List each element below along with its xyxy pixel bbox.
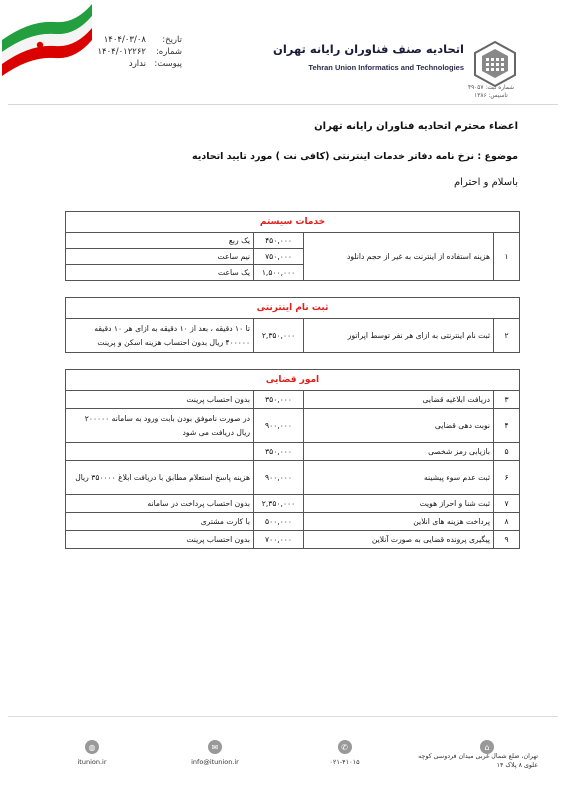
row-number: ۷ [494, 495, 520, 513]
footer-email [180, 740, 250, 766]
footer-phone [312, 740, 377, 766]
section-title: امور قضایی [66, 370, 520, 391]
registration-info [456, 84, 526, 100]
website-link[interactable]: itunion.ir [77, 758, 107, 766]
description-cell: یک ساعت [66, 265, 254, 281]
price-cell: ۳۵۰,۰۰۰ [254, 443, 304, 461]
date-value: ۱۴۰۴/۰۳/۰۸ [103, 35, 146, 45]
judicial-affairs-table [65, 369, 520, 549]
org-name-fa: اتحادیه صنف فناوران رایانه تهران [273, 42, 464, 56]
price-cell: ۳۵۰,۰۰۰ [254, 391, 304, 409]
org-name-en: Tehran Union Informatics and Technologies [308, 63, 464, 72]
attachment-value: ندارد [128, 59, 146, 69]
table-row [66, 391, 520, 409]
row-number: ۴ [494, 409, 520, 443]
envelope-icon: ✉ [208, 740, 222, 754]
service-name: ثبت نام اینترنتی به ازای هر نفر توسط اپراتور [304, 319, 494, 353]
section-title: خدمات سیستم [66, 212, 520, 233]
price-cell: ۷۰۰,۰۰۰ [254, 531, 304, 549]
table-row [66, 531, 520, 549]
number-label: شماره: [155, 47, 182, 57]
table-row [66, 495, 520, 513]
row-number: ۸ [494, 513, 520, 531]
union-logo [471, 40, 519, 88]
footer-website [62, 740, 122, 766]
price-cell: ۵۰۰,۰۰۰ [254, 513, 304, 531]
row-number: ۶ [494, 461, 520, 495]
service-name: پیگیری پرونده قضایی به صورت آنلاین [304, 531, 494, 549]
phone-number: ۰۲۱-۴۱۰۱۵ [329, 758, 360, 766]
service-name: پرداخت هزینه های انلاین [304, 513, 494, 531]
attachment-label: پیوست: [154, 59, 182, 69]
service-name: ثبت شنا و احراز هویت [304, 495, 494, 513]
description-cell: بدون احتساب پرینت [66, 531, 254, 549]
price-cell: ۹۰۰,۰۰۰ [254, 461, 304, 495]
number-value: ۱۴۰۴/۰۱۲۲۶۲ [97, 47, 146, 57]
description-cell: هزینه پاسخ استعلام مطابق با دریافت ابلاغ ۳۵۰۰۰۰ ریال [66, 461, 254, 495]
system-services-table [65, 211, 520, 281]
phone-icon: ✆ [338, 740, 352, 754]
number-row [82, 46, 182, 58]
price-cell: ۲,۳۵۰,۰۰۰ [254, 495, 304, 513]
description-cell: نیم ساعت [66, 249, 254, 265]
footer-divider [8, 716, 558, 717]
description-cell: با کارت مشتری [66, 513, 254, 531]
price-cell: ۲,۳۵۰,۰۰۰ [254, 319, 304, 353]
row-number: ۹ [494, 531, 520, 549]
table-row [66, 233, 520, 249]
service-name: بازیابی رمز شخصی [304, 443, 494, 461]
attachment-row [82, 58, 182, 70]
service-name: هزینه استفاده از اینترنت به غیر از حجم دانلود [304, 233, 494, 281]
table-row [66, 409, 520, 443]
description-cell: بدون احتساب پرینت [66, 391, 254, 409]
row-number: ۱ [494, 233, 520, 281]
description-cell [66, 443, 254, 461]
subject-line: موضوع : نرخ نامه دفاتر خدمات اینترنتی (کافی نت ) مورد تایید اتحادیه [192, 151, 518, 162]
table-row [66, 461, 520, 495]
price-cell: ۹۰۰,۰۰۰ [254, 409, 304, 443]
date-row [82, 34, 182, 46]
date-label: تاریخ: [162, 35, 182, 45]
description-cell: تا ۱۰ دقیقه ، بعد از ۱۰ دقیقه به ازای هر ۱۰ دقیقه ۴۰۰۰۰۰ ریال بدون احتساب هزینه اسکن و پرینت [66, 319, 254, 353]
registration-number: شماره ثبت: ۴۹۰۵۷ [467, 85, 515, 91]
table-row [66, 513, 520, 531]
location-icon: ⌂ [480, 740, 494, 754]
letter-meta [82, 34, 182, 70]
description-cell: بدون احتساب پرداخت در سامانه [66, 495, 254, 513]
footer-address: تهران، ضلع شمال غربی میدان فردوسی کوچه علوی ۸ پلاک ۱۴ [418, 753, 538, 769]
greeting: باسلام و احترام [453, 177, 518, 188]
header-divider [8, 104, 558, 105]
email-link[interactable]: info@itunion.ir [191, 758, 239, 766]
description-cell: یک ربع [66, 233, 254, 249]
addressee: اعضاء محترم اتحادیه فناوران رایانه تهران [314, 121, 518, 132]
internet-registration-table [65, 297, 520, 353]
row-number: ۳ [494, 391, 520, 409]
table-row [66, 319, 520, 353]
price-cell: ۱,۵۰۰,۰۰۰ [254, 265, 304, 281]
table-row [66, 443, 520, 461]
row-number: ۲ [494, 319, 520, 353]
price-cell: ۷۵۰,۰۰۰ [254, 249, 304, 265]
founding-date: تاسیس: ۱۳۸۶ [474, 93, 508, 99]
price-cell: ۴۵۰,۰۰۰ [254, 233, 304, 249]
globe-icon: ◍ [85, 740, 99, 754]
service-name: ثبت عدم سوء پیشینه [304, 461, 494, 495]
row-number: ۵ [494, 443, 520, 461]
service-name: نوبت دهی قضایی [304, 409, 494, 443]
description-cell: در صورت ناموفق بودن بابت ورود به سامانه ۲۰۰۰۰۰ ریال دریافت می شود [66, 409, 254, 443]
service-name: دریافت ابلاغیه قضایی [304, 391, 494, 409]
section-title: ثبت نام اینترنتی [66, 298, 520, 319]
iran-flag-image [0, 0, 95, 80]
